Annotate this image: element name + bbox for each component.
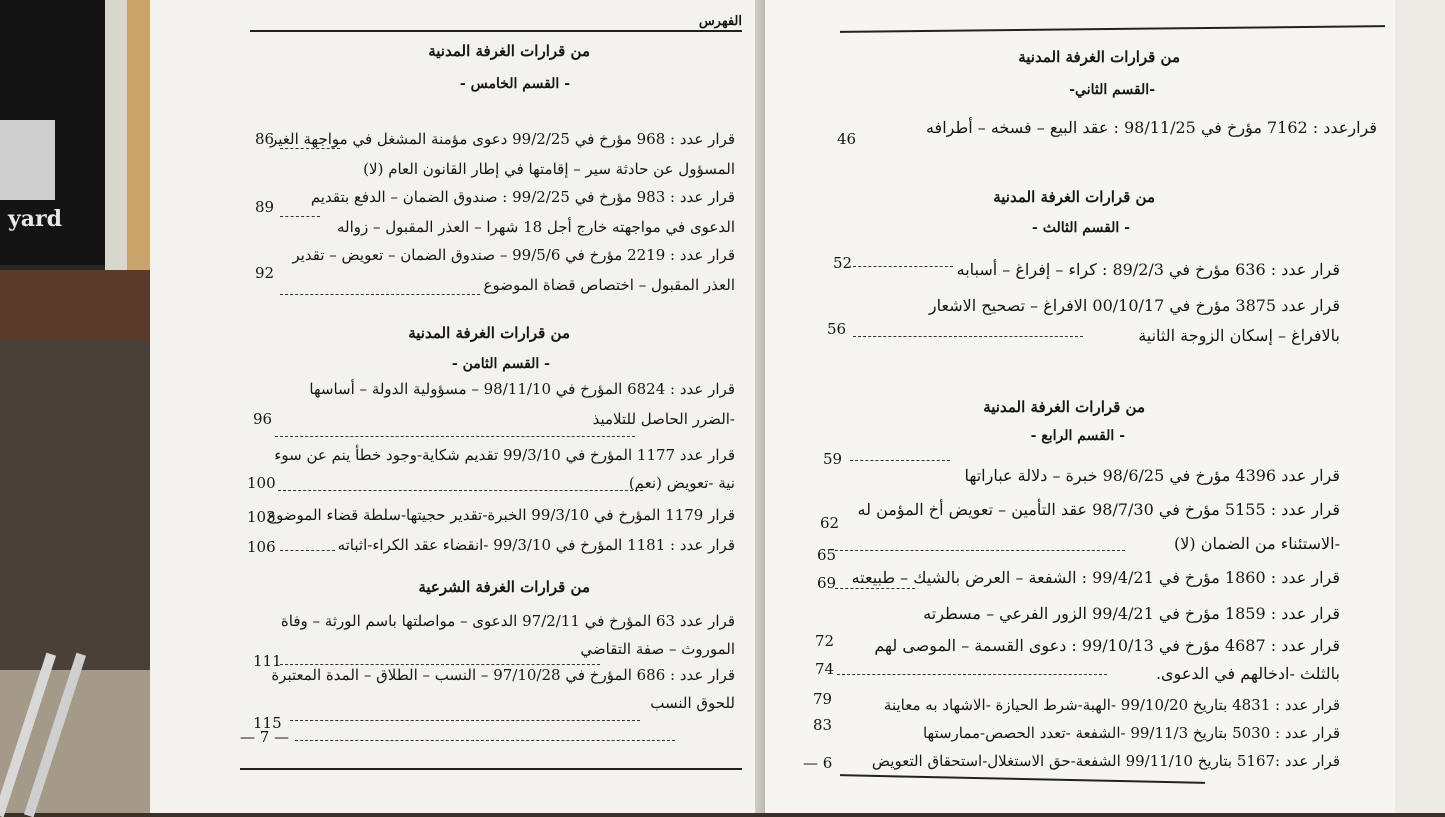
- leader-line: [290, 720, 640, 721]
- page-ref: 103: [247, 508, 276, 526]
- leader-line: [835, 550, 1125, 551]
- section-title: من قرارات الغرفة المدنية: [983, 398, 1145, 416]
- index-entry: قرار عدد 4396 مؤرخ في 98/6/25 خبرة – دلالة عباراتها: [964, 466, 1340, 485]
- index-entry: قرار عدد 63 المؤرخ في 97/2/11 الدعوى – مواصلتها باسم الورثة – وفاة: [280, 612, 735, 630]
- index-entry: قرار عدد : 983 مؤرخ في 99/2/25 : صندوق الضمان – الدفع بتقديم: [310, 188, 735, 206]
- index-entry: قرار عدد : 1860 مؤرخ في 99/4/21 : الشفعة – العرض بالشيك – طبيعته: [851, 568, 1340, 587]
- leader-line: [280, 216, 320, 217]
- pale-book-spine: [105, 0, 127, 270]
- index-entry: قرار عدد : 5030 بتاريخ 99/11/3 -الشفعة -تعدد الحصص-ممارستها: [922, 724, 1340, 742]
- section-subtitle: -القسم الثاني-: [1069, 82, 1155, 98]
- section-title: من قرارات الغرفة الشرعية: [418, 578, 590, 596]
- page-ref: 86: [255, 130, 275, 148]
- page-ref: 96: [253, 410, 273, 428]
- index-entry: قرار عدد : 968 مؤرخ في 99/2/25 دعوى مؤمنة المشغل في مواجهة الغير: [269, 130, 735, 148]
- index-entry: قرار 1179 المؤرخ في 99/3/10 الخبرة-تقدير حجيتها-سلطة قضاء الموضوع: [267, 506, 735, 524]
- leader-line: [853, 336, 1083, 337]
- leader-line: [295, 740, 675, 741]
- leader-line: [275, 436, 635, 437]
- leader-line: [835, 588, 915, 589]
- index-entry: بالثلث -ادخالهم في الدعوى.: [1155, 664, 1340, 683]
- index-entry: للحوق النسب: [650, 694, 735, 712]
- page-ref: 89: [255, 198, 275, 216]
- index-entry: الموروث – صفة التقاضي: [580, 640, 735, 658]
- wall: [0, 340, 160, 670]
- page-ref: 106: [247, 538, 276, 556]
- index-entry: قرار عدد : 686 المؤرخ في 97/10/28 – النسب – الطلاق – المدة المعتبرة: [271, 666, 735, 684]
- index-entry: العذر المقبول – اختصاص قضاة الموضوع: [483, 276, 735, 294]
- page-ref: 92: [255, 264, 275, 282]
- page-ref: 69: [817, 574, 837, 592]
- section-subtitle: - القسم الرابع -: [1030, 428, 1125, 444]
- index-entry: قرار عدد :5167 بتاريخ 99/11/10 الشفعة-حق الاستغلال-استحقاق التعويض: [871, 752, 1340, 770]
- page-ref: 111: [253, 652, 282, 670]
- index-entry: قرار عدد : 1181 المؤرخ في 99/3/10 -انقضاء عقد الكراء-اثباته: [337, 536, 735, 554]
- leader-line: [280, 148, 340, 149]
- footer-rule: [840, 774, 1205, 784]
- index-entry: قرار عدد : 4831 بتاريخ 99/10/20 -الهبة-شرط الحيازة -الاشهاد به معاينة: [883, 696, 1340, 714]
- page-ref: 46: [837, 130, 857, 148]
- leader-line: [280, 664, 600, 665]
- section-subtitle: - القسم الثامن -: [451, 356, 550, 372]
- page-ref: 79: [813, 690, 833, 708]
- leader-line: [837, 674, 1107, 675]
- index-entry: قرار عدد : 636 مؤرخ في 89/2/3 : كراء – إفراغ – أسبابه: [956, 260, 1340, 279]
- leader-line: [280, 550, 335, 551]
- section-subtitle: - القسم الخامس -: [459, 76, 570, 92]
- dark-book-spine: [0, 0, 105, 265]
- left-page: [150, 0, 760, 813]
- section-title: من قرارات الغرفة المدنية: [993, 188, 1155, 206]
- book-spine-text: yard: [8, 206, 63, 232]
- index-entry: قرارعدد : 7162 مؤرخ في 98/11/25 : عقد البيع – فسخه – أطرافه: [925, 118, 1377, 137]
- leader-line: [850, 460, 950, 461]
- page-ref: 52: [833, 254, 853, 272]
- shelf-board: [0, 270, 160, 340]
- page-ref: 83: [813, 716, 833, 734]
- page-ref: 115: [253, 714, 282, 732]
- page-ref: 62: [820, 514, 840, 532]
- page-ref: 74: [815, 660, 835, 678]
- page-number: — 6: [803, 754, 833, 772]
- page-ref: 59: [823, 450, 843, 468]
- index-entry: قرار عدد : 1859 مؤرخ في 99/4/21 الزور الفرعي – مسطرته: [923, 604, 1340, 623]
- page-ref: 100: [247, 474, 276, 492]
- leader-line: [853, 266, 953, 267]
- section-title: من قرارات الغرفة المدنية: [1018, 48, 1180, 66]
- index-entry: قرار عدد : 4687 مؤرخ في 99/10/13 : دعوى القسمة – الموصى لهم: [874, 636, 1340, 655]
- index-entry: -الاستئناء من الضمان (لا): [1174, 534, 1340, 553]
- index-entry: بالافراغ – إسكان الزوجة الثانية: [1138, 326, 1340, 345]
- page-header: الفهرس: [698, 14, 742, 29]
- section-subtitle: - القسم الثالث -: [1032, 220, 1130, 236]
- index-entry: قرار عدد 1177 المؤرخ في 99/3/10 تقديم شكاية-وجود خطأ ينم عن سوء: [274, 446, 735, 464]
- index-entry: نية -تعويض (نعم): [628, 474, 735, 492]
- index-entry: الدعوى في مواجهته خارج أجل 18 شهرا – العذر المقبول – زواله: [336, 218, 735, 236]
- index-entry: قرار عدد : 5155 مؤرخ في 98/7/30 عقد التأمين – تعويض أخ المؤمن له: [857, 500, 1340, 519]
- background-surface: [1395, 0, 1445, 813]
- index-entry: -الضرر الحاصل للتلاميذ: [592, 410, 735, 428]
- section-title: من قرارات الغرفة المدنية: [408, 324, 570, 342]
- footer-rule: [240, 768, 742, 770]
- book-label: [0, 120, 55, 200]
- leader-line: [280, 294, 480, 295]
- index-entry: قرار عدد : 2219 مؤرخ في 99/5/6 – صندوق الضمان – تعويض – تقدير: [292, 246, 735, 264]
- page-ref: 56: [827, 320, 847, 338]
- index-entry: قرار عدد 3875 مؤرخ في 00/10/17 الافراغ – تصحيح الاشعار: [928, 296, 1340, 315]
- page-ref: 72: [815, 632, 835, 650]
- header-rule: [250, 30, 742, 32]
- page-number: — 7 —: [240, 728, 290, 746]
- header-rule: [840, 25, 1385, 33]
- section-title: من قرارات الغرفة المدنية: [428, 42, 590, 60]
- leader-line: [278, 490, 643, 491]
- page-ref: 65: [817, 546, 837, 564]
- index-entry: قرار عدد : 6824 المؤرخ في 98/11/10 – مسؤولية الدولة – أساسها: [309, 380, 735, 398]
- index-entry: المسؤول عن حادثة سير – إقامتها في إطار القانون العام (لا): [363, 160, 735, 178]
- right-page: [765, 0, 1395, 813]
